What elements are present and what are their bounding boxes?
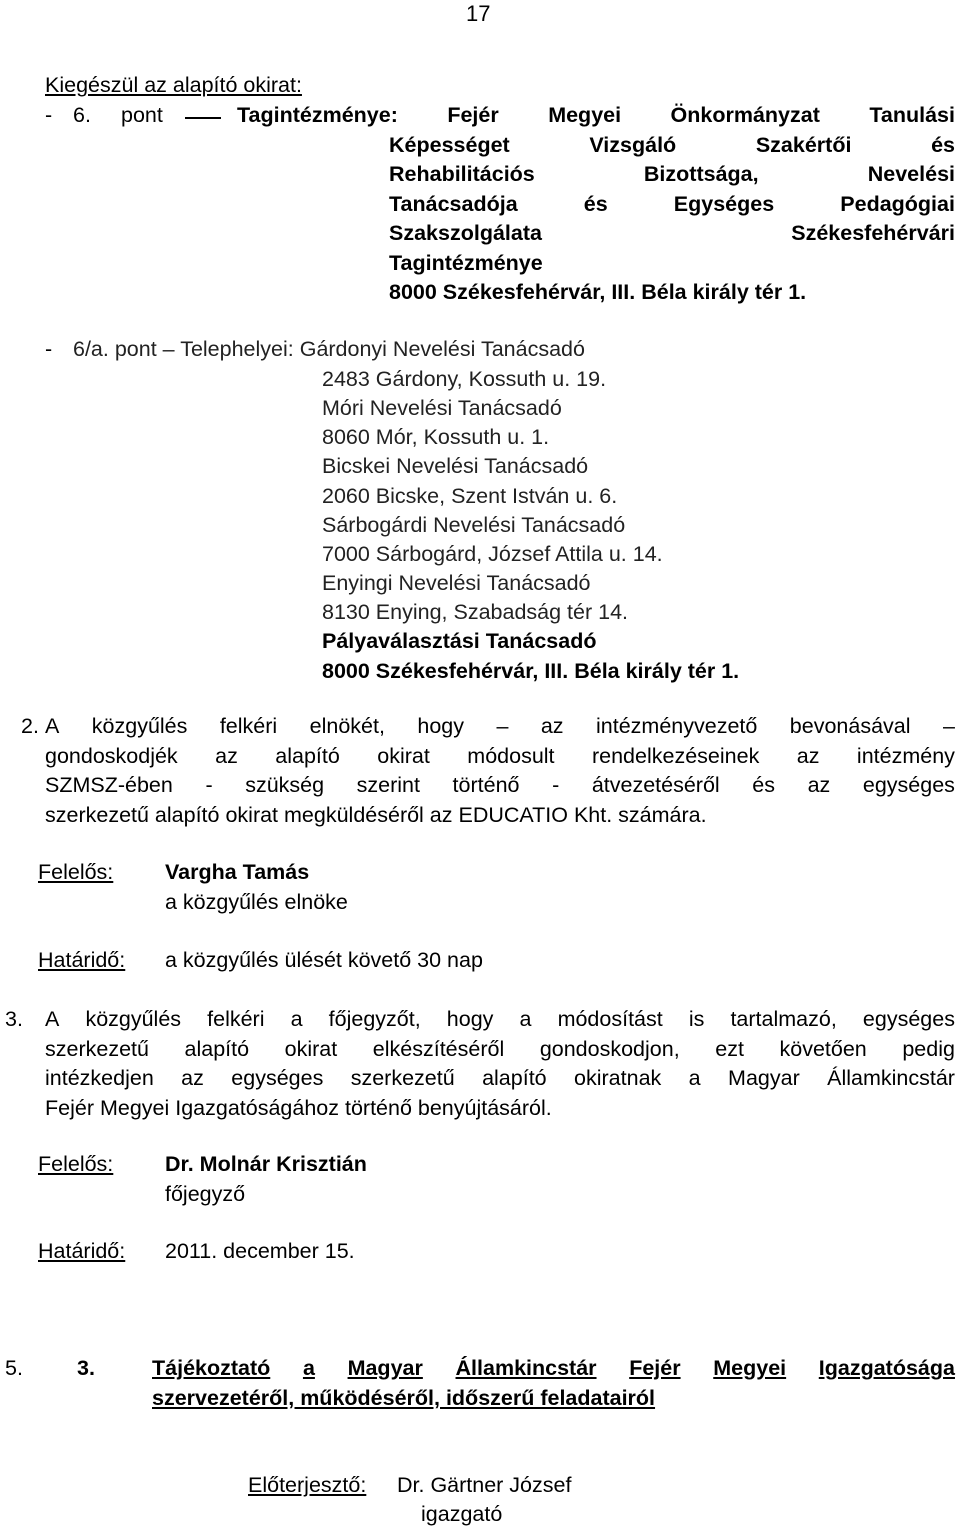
agenda-number-1: 5.: [5, 1356, 23, 1380]
item6a-line-10: Pályaválasztási Tanácsadó: [322, 629, 597, 653]
point3-line-1: A közgyűlés felkéri a főjegyzőt, hogy a módosítást is tartalmazó, egységes: [45, 1007, 955, 1031]
item6-line-3: Rehabilitációs Bizottsága, Nevelési: [389, 162, 955, 186]
agenda-presenter-title: igazgató: [421, 1502, 503, 1526]
point2-body: [45, 716, 955, 836]
item6a-line-9: 8130 Enying, Szabadság tér 14.: [322, 600, 628, 624]
point3-line-3: intézkedjen az egységes szerkezetű alapító okiratnak a Magyar Államkincstár: [45, 1066, 955, 1090]
item6a-line-4: Bicskei Nevelési Tanácsadó: [322, 454, 589, 478]
point2-deadline-value: a közgyűlés ülését követő 30 nap: [165, 948, 483, 972]
item6a-line-8: Enyingi Nevelési Tanácsadó: [322, 571, 591, 595]
item6-line-7: 8000 Székesfehérvár, III. Béla király tér 1.: [389, 280, 807, 304]
point3-deadline-value: 2011. december 15.: [165, 1239, 355, 1263]
item6-line-1: Tagintézménye: Fejér Megyei Önkormányzat Tanulási: [237, 103, 955, 127]
item6a-line-5: 2060 Bicske, Szent István u. 6.: [322, 484, 618, 508]
agenda-presenter-label: Előterjesztő:: [248, 1473, 367, 1497]
page-number: 17: [466, 1, 491, 26]
point3-body: [45, 1009, 955, 1129]
point3-deadline-label: Határidő:: [38, 1239, 126, 1263]
point2-line-2: gondoskodjék az alapító okirat módosult rendelkezéseinek az intézmény: [45, 744, 955, 768]
item6a-line-3: 8060 Mór, Kossuth u. 1.: [322, 425, 550, 449]
point2-number: 2.: [21, 714, 39, 738]
point3-number: 3.: [5, 1007, 23, 1031]
agenda-title: [152, 1358, 955, 1418]
item6a-dash: -: [45, 337, 53, 361]
point2-line-1: A közgyűlés felkéri elnökét, hogy – az intézményvezető bevonásával –: [45, 714, 955, 738]
item6-line-6: Tagintézménye: [389, 251, 543, 275]
point2-responsible-title: a közgyűlés elnöke: [165, 890, 348, 914]
item6-dash-line: [185, 117, 221, 119]
point3-line-2: szerkezetű alapító okirat elkészítéséről gondoskodjon, ezt követően pedig: [45, 1037, 955, 1061]
agenda-title-line-1: Tájékoztató a Magyar Államkincstár Fejér Megyei Igazgatósága: [152, 1356, 955, 1380]
point2-responsible-label: Felelős:: [38, 860, 114, 884]
item6a-line-2: Móri Nevelési Tanácsadó: [322, 396, 562, 420]
agenda-presenter-name: Dr. Gärtner József: [397, 1473, 572, 1497]
item6-block: [237, 103, 955, 305]
item6a-line-7: 7000 Sárbogárd, József Attila u. 14.: [322, 542, 663, 566]
item6a-line-11: 8000 Székesfehérvár, III. Béla király tér 1.: [322, 659, 740, 683]
point3-responsible-label: Felelős:: [38, 1152, 114, 1176]
item6-number: 6.: [73, 103, 91, 127]
agenda-title-line-2: szervezetéről, működéséről, időszerű feladatairól: [152, 1386, 656, 1410]
point2-deadline-label: Határidő:: [38, 948, 126, 972]
point3-responsible-name: Dr. Molnár Krisztián: [165, 1152, 367, 1176]
point2-line-3: SZMSZ-ében - szükség szerint történő - átvezetéséről és az egységes: [45, 773, 955, 797]
item6-line-4: Tanácsadója és Egységes Pedagógiai: [389, 192, 955, 216]
item6-pont: pont: [121, 103, 163, 127]
item6-line-5: Szakszolgálata Székesfehérvári: [389, 221, 955, 245]
item6-dash: -: [45, 103, 53, 127]
item6-line-2: Képességet Vizsgáló Szakértői és: [389, 133, 955, 157]
point2-responsible-name: Vargha Tamás: [165, 860, 310, 884]
point2-line-4: szerkezetű alapító okirat megküldéséről az EDUCATIO Kht. számára.: [45, 803, 707, 827]
item6a-line-1: 2483 Gárdony, Kossuth u. 19.: [322, 367, 607, 391]
agenda-number-2: 3.: [77, 1356, 95, 1380]
item6a-heading: 6/a. pont – Telephelyei: Gárdonyi Nevelési Tanácsadó: [73, 337, 585, 361]
point3-responsible-title: főjegyző: [165, 1182, 246, 1206]
item6a-line-6: Sárbogárdi Nevelési Tanácsadó: [322, 513, 626, 537]
supplement-intro: Kiegészül az alapító okirat:: [45, 73, 302, 97]
point3-line-4: Fejér Megyei Igazgatóságához történő benyújtásáról.: [45, 1096, 552, 1120]
